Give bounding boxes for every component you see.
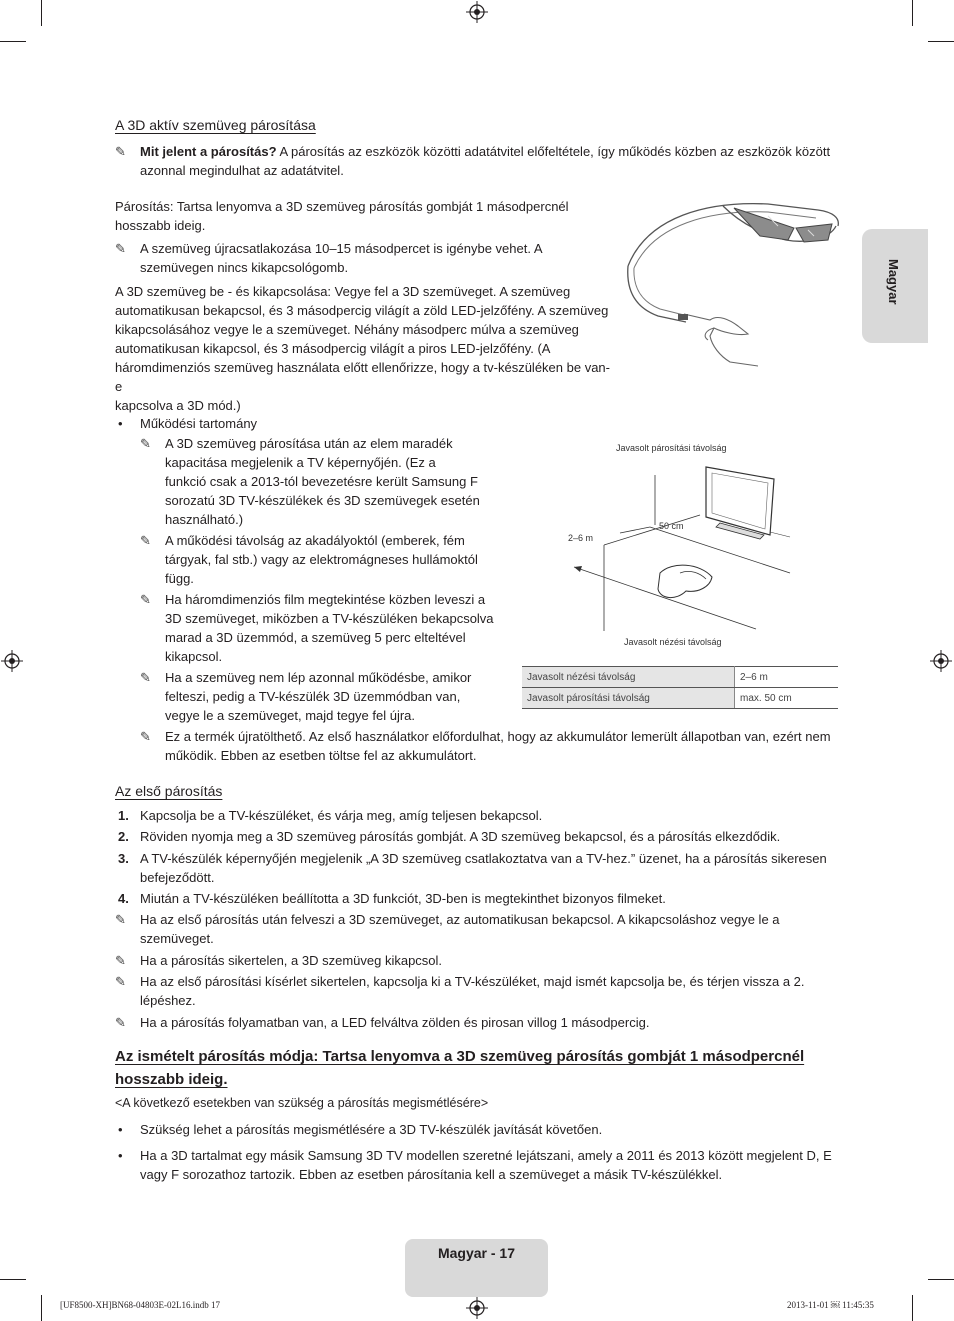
- note-line: felteszi, pedig a TV-készülék 3D üzemmódban van,: [165, 689, 461, 704]
- bullet-icon: •: [118, 1122, 123, 1137]
- crop-mark: [0, 41, 26, 42]
- table-row: [522, 667, 838, 688]
- note-line: tárgyak, fal stb.) vagy az elektromágneses hullámoktól: [165, 552, 478, 567]
- glasses-with-hand-illustration: [618, 196, 848, 368]
- step-line: befejeződött.: [140, 870, 215, 885]
- step-number: 1.: [118, 808, 129, 823]
- diagram-label-50cm: 50 cm: [659, 521, 684, 531]
- registration-mark-icon: [466, 1, 488, 23]
- side-tab-label: Magyar: [886, 259, 901, 305]
- pencil-note-icon: ✎: [140, 592, 151, 607]
- note-line: A működési távolság az akadályoktól (emberek, fém: [165, 533, 465, 548]
- language-side-tab: [862, 229, 928, 343]
- step-text: Kapcsolja be a TV-készüléket, és várja meg, amíg teljesen bekapcsol.: [140, 808, 543, 823]
- step-line: A TV-készülék képernyőjén megjelenik „A 3D szemüveg csatlakoztatva van a TV-hez.” üzenet, ha a párosítás sikeresen: [140, 851, 827, 866]
- step-text: [140, 849, 840, 887]
- note-line: kapacitása megjelenik a TV képernyőjén. (Ez a: [165, 455, 436, 470]
- paragraph-line: kapcsolva a 3D mód.): [115, 398, 241, 413]
- repeat-subtitle: <A következő esetekben van szükség a párosítás megismétlésére>: [115, 1096, 489, 1110]
- step-number: 3.: [118, 851, 129, 866]
- pencil-note-icon: ✎: [115, 912, 126, 927]
- note-line: funkció csak a 2013-tól bevezetésre került Samsung F: [165, 474, 478, 489]
- pairing-note: Ha a párosítás sikertelen, a 3D szemüveg kikapcsol.: [140, 953, 443, 968]
- crop-mark: [928, 41, 954, 42]
- footer-timestamp: 2013-11-01 ￼ 11:45:35: [787, 1300, 874, 1310]
- note-line: A szemüveg újracsatlakozása 10–15 másodpercet is igénybe vehet. A: [140, 241, 543, 256]
- distance-diagram: [560, 455, 840, 655]
- crop-mark: [41, 1295, 42, 1321]
- note-line: Ha az első párosítási kísérlet sikertelen, kapcsolja ki a TV-készüléket, majd ismét kapcsolja be, és térjen vissza a 2.: [140, 974, 805, 989]
- paragraph-line: kikapcsolásához vegye le a szemüveget. Néhány másodperc múlva a szemüveg: [115, 322, 579, 337]
- note-line: kikapcsol.: [165, 649, 223, 664]
- diagram-label-viewing-distance: Javasolt nézési távolság: [624, 637, 722, 647]
- table-cell: max. 50 cm: [735, 688, 839, 709]
- onoff-paragraph: [115, 282, 615, 415]
- paragraph-line: A 3D szemüveg be - és kikapcsolása: Vegye fel a 3D szemüveget. A szemüveg: [115, 284, 571, 299]
- bullet-icon: •: [118, 416, 123, 431]
- range-note: [165, 531, 510, 588]
- crop-mark: [41, 0, 42, 26]
- pairing-note: [140, 972, 840, 1010]
- note-line: sorozatú 3D TV-készülékek és 3D szemüvegek esetén: [165, 493, 480, 508]
- distance-spec-table: [522, 666, 838, 709]
- note-line: Ha háromdimenziós film megtekintése közben leveszi a: [165, 592, 486, 607]
- registration-mark-icon: [466, 1297, 488, 1319]
- section-title-first-pairing: Az első párosítás: [115, 783, 223, 799]
- note-line: 3D szemüveget, miközben a TV-készüléken bekapcsolva: [165, 611, 494, 626]
- diagram-label-2-6m: 2–6 m: [568, 533, 594, 543]
- note-line: marad a 3D üzemmód, a szemüveg 5 perc elteltével: [165, 630, 466, 645]
- crop-mark: [912, 1295, 913, 1321]
- range-note: [165, 668, 510, 725]
- note-bold-label: Mit jelent a párosítás?: [140, 144, 277, 159]
- pencil-note-icon: ✎: [140, 729, 151, 744]
- pairing-text: : Tartsa lenyomva a 3D szemüveg párosítás gombját 1 másodpercnél: [169, 199, 569, 214]
- pairing-text-line2: hosszabb ideig.: [115, 218, 206, 233]
- paragraph-line: automatikusan kikapcsol, és 3 másodpercig világít a piros LED-jelzőfény. (A: [115, 341, 551, 356]
- note-what-is-pairing: [140, 142, 840, 180]
- repeat-bullet: [140, 1146, 840, 1184]
- crop-mark: [0, 1279, 26, 1280]
- diagram-label-pairing-distance: Javasolt párosítási távolság: [616, 443, 727, 453]
- note-text-line2: azonnal megindulhat az adatátvitel.: [140, 163, 344, 178]
- note-reconnect: [140, 239, 580, 277]
- note-line: Ez a termék újratölthető. Az első használatkor előfordulhat, hogy az akkumulátor lemerült állapotban van, ezért nem: [165, 729, 831, 744]
- page-number: Magyar - 17: [437, 1245, 516, 1261]
- pencil-note-icon: ✎: [115, 953, 126, 968]
- range-note: [165, 434, 510, 529]
- note-line: függ.: [165, 571, 194, 586]
- step-number: 4.: [118, 891, 129, 906]
- step-number: 2.: [118, 829, 129, 844]
- step-text: Röviden nyomja meg a 3D szemüveg párosítás gombját. A 3D szemüveg bekapcsol, és a párosítás elkezdődik.: [140, 829, 781, 844]
- note-line: lépéshez.: [140, 993, 196, 1008]
- note-line: szemüvegen nincs kikapcsológomb.: [140, 260, 349, 275]
- pairing-note: Ha a párosítás folyamatban van, a LED felváltva zölden és pirosan villog 1 másodpercig.: [140, 1015, 650, 1030]
- pencil-note-icon: ✎: [115, 241, 126, 256]
- recharge-note: [165, 727, 845, 765]
- bullet-icon: •: [118, 1148, 123, 1163]
- range-title: Működési tartomány: [140, 416, 258, 431]
- paragraph-line: háromdimenziós szemüveg használata előtt ellenőrizze, hogy a tv-készüléken be van-e: [115, 360, 610, 394]
- note-line: vegye le a szemüveget, majd tegye fel újra.: [165, 708, 416, 723]
- pencil-note-icon: ✎: [115, 974, 126, 989]
- table-row: [522, 688, 838, 709]
- note-line: szemüveget.: [140, 931, 214, 946]
- pairing-paragraph: [115, 197, 585, 235]
- note-line: Ha az első párosítás után felveszi a 3D szemüveget, az automatikusan bekapcsol. A kikapcsoláshoz vegye le a: [140, 912, 780, 927]
- title-line: hosszabb ideig.: [115, 1071, 228, 1088]
- registration-mark-icon: [930, 650, 952, 672]
- registration-mark-icon: [1, 650, 23, 672]
- crop-mark: [928, 1279, 954, 1280]
- page-number-tab: [405, 1239, 548, 1297]
- bullet-line: vagy F sorozathoz tartozik. Ebben az esetben párosítania kell a szemüveget a másik TV-készülékkel.: [140, 1167, 723, 1182]
- table-cell: Javasolt párosítási távolság: [522, 688, 735, 709]
- note-text: A párosítás az eszközök közötti adatátvitel előfeltétele, így működés közben az eszközök között: [276, 144, 831, 159]
- pairing-note: [140, 910, 840, 948]
- note-line: A 3D szemüveg párosítása után az elem maradék: [165, 436, 453, 451]
- pencil-note-icon: ✎: [115, 144, 126, 159]
- section-title-pairing: A 3D aktív szemüveg párosítása: [115, 117, 316, 133]
- footer-file-info: [UF8500-XH]BN68-04803E-02L16.indb 17: [60, 1300, 220, 1310]
- pencil-note-icon: ✎: [115, 1015, 126, 1030]
- repeat-bullet: Szükség lehet a párosítás megismétlésére a 3D TV-készülék javítását követően.: [140, 1122, 603, 1137]
- range-note: [165, 590, 510, 666]
- crop-mark: [912, 0, 913, 26]
- table-cell: 2–6 m: [735, 667, 839, 688]
- section-title-repeat-pairing: [115, 1045, 835, 1091]
- note-line: Ha a szemüveg nem lép azonnal működésbe, amikor: [165, 670, 472, 685]
- step-text: Miután a TV-készüléken beállította a 3D funkciót, 3D-ben is megtekinthet bizonyos filmeket.: [140, 891, 666, 906]
- title-line: Az ismételt párosítás módja: Tartsa lenyomva a 3D szemüveg párosítás gombját 1 másodpercnél: [115, 1048, 805, 1065]
- pencil-note-icon: ✎: [140, 533, 151, 548]
- bullet-line: Ha a 3D tartalmat egy másik Samsung 3D TV modellen szeretné lejátszani, amely a 2011 és 2013 között megjelent D, E: [140, 1148, 832, 1163]
- pencil-note-icon: ✎: [140, 670, 151, 685]
- note-line: működik. Ebben az esetben töltse fel az akkumulátort.: [165, 748, 477, 763]
- paragraph-line: automatikusan bekapcsol, és 3 másodpercig világít a zöld LED-jelzőfény. A szemüveg: [115, 303, 609, 318]
- pairing-bold-label: Párosítás: [115, 199, 170, 214]
- note-line: használható.): [165, 512, 244, 527]
- pencil-note-icon: ✎: [140, 436, 151, 451]
- table-cell: Javasolt nézési távolság: [522, 667, 735, 688]
